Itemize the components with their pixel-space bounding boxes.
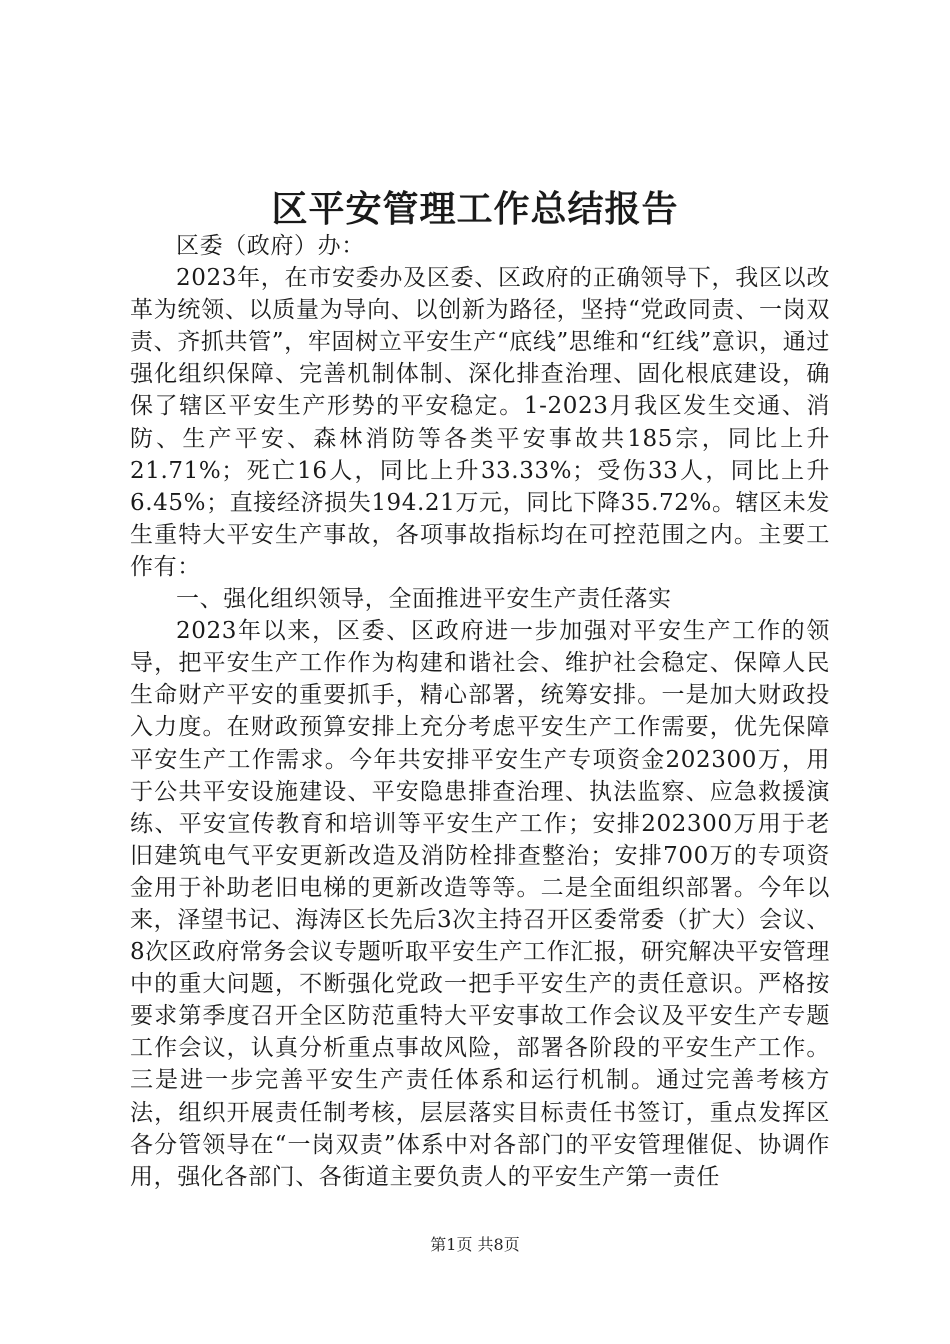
page-number-footer: 第1页 共8页: [430, 1235, 520, 1254]
document-body: [130, 230, 830, 1193]
salutation: 区委（政府）办：: [176, 233, 365, 259]
section-heading: 一、强化组织领导，全面推进平安生产责任落实: [176, 586, 672, 613]
intro-paragraph: 2023年，在市安委办及区委、区政府的正确领导下，我区以改革为统领、以质量为导向、以创新为路径，坚持“党政同责、一岗双责、齐抓共管”，牢固树立平安生产“底线”思维和“红线”意识，通过强化组织保障、完善机制体制、深化排查治理、固化根底建设，确保了辖区平安生产形势的平安稳定。1-2023月我区发生交通、消防、生产平安、森林消防等各类平安事故共185宗，同比上升21.71%；死亡16人，同比上升33.33%；受伤33人，同比上升6.45%；直接经济损失194.21万元，同比下降35.72%。辖区未发生重特大平安生产事故，各项事故指标均在可控范围之内。主要工作有：: [130, 265, 830, 580]
page-title: 区平安管理工作总结报告: [271, 188, 679, 230]
section-paragraph: 2023年以来，区委、区政府进一步加强对平安生产工作的领导，把平安生产工作作为构建和谐社会、维护社会稳定、保障人民生命财产平安的重要抓手，精心部署，统筹安排。一是加大财政投入力度。在财政预算安排上充分考虑平安生产工作需要，优先保障平安生产工作需求。今年共安排平安生产专项资金202300万，用于公共平安设施建设、平安隐患排查治理、执法监察、应急救援演练、平安宣传教育和培训等平安生产工作；安排202300万用于老旧建筑电气平安更新改造及消防栓排查整治；安排700万的专项资金用于补助老旧电梯的更新改造等等。二是全面组织部署。今年以来，泽望书记、海涛区长先后3次主持召开区委常委（扩大）会议、8次区政府常务会议专题听取平安生产工作汇报，研究解决平安管理中的重大问题，不断强化党政一把手平安生产的责任意识。严格按要求第季度召开全区防范重特大平安事故工作会议及平安生产专题工作会议，认真分析重点事故风险，部署各阶段的平安生产工作。三是进一步完善平安生产责任体系和运行机制。通过完善考核方法，组织开展责任制考核，层层落实目标责任书签订，重点发挥区各分管领导在“一岗双责”体系中对各部门的平安管理催促、协调作用，强化各部门、各街道主要负责人的平安生产第一责任: [130, 618, 830, 1190]
